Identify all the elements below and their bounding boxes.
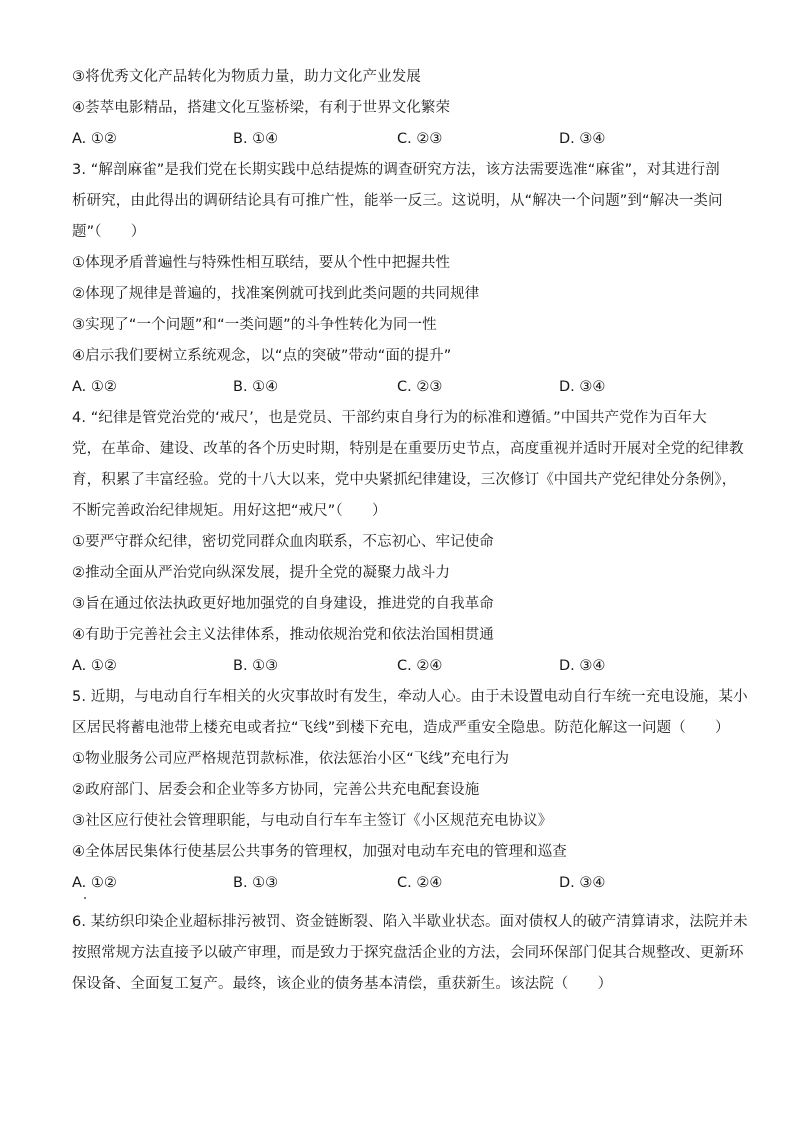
question-3-stem-line: 析研究，由此得出的调研结论具有可推广性，能举一反三。这说明，从“解决一个问题”到“解决一类问 <box>72 193 723 209</box>
option-b[interactable]: B. ①④ <box>233 131 279 147</box>
question-2-items <box>72 62 732 124</box>
question-3-item-4: ④启示我们要树立系统观念，以“点的突破”带动“面的提升” <box>72 348 452 364</box>
question-4-stem-line: 育，积累了丰富经验。党的十八大以来，党中央紧抓纪律建设，三次修订《中国共产党纪律处分条例》， <box>72 472 737 488</box>
question-3-stem-line: 题”（ ） <box>72 224 146 240</box>
question-2-item-3: ③将优秀文化产品转化为物质力量，助力文化产业发展 <box>72 69 421 85</box>
question-4-item-2: ②推动全面从严治党向纵深发展，提升全党的凝聚力战斗力 <box>72 565 451 581</box>
question-3-stem-line: 3. “解剖麻雀”是我们党在长期实践中总结提炼的调查研究方法，该方法需要选准“麻雀”，对其进行剖 <box>72 162 720 178</box>
question-5-items <box>72 744 732 868</box>
question-6-stem-line: 保设备、全面复工复产。最终，该企业的债务基本清偿，重获新生。该法院（ ） <box>72 976 613 992</box>
question-4-stem-line: 不断完善政治纪律规矩。用好这把“戒尺”（ ） <box>72 503 387 519</box>
option-c[interactable]: C. ②③ <box>397 379 443 395</box>
option-a[interactable]: A. ①② <box>72 875 117 891</box>
question-6-stem <box>72 907 748 1000</box>
question-4-item-4: ④有助于完善社会主义法律体系，推动依规治党和依法治国相贯通 <box>72 627 494 643</box>
question-5-item-3: ③社区应行使社会管理职能，与电动自行车车主签订《小区规范充电协议》 <box>72 813 553 829</box>
option-b[interactable]: B. ①④ <box>233 379 279 395</box>
option-a[interactable]: A. ①② <box>72 379 117 395</box>
question-2-options <box>72 124 732 155</box>
question-2-item-4: ④荟萃电影精品，搭建文化互鉴桥梁，有利于世界文化繁荣 <box>72 100 451 116</box>
option-c[interactable]: C. ②④ <box>397 658 443 674</box>
question-5-stem <box>72 682 748 744</box>
exam-page <box>72 62 748 1000</box>
question-4-stem <box>72 403 744 527</box>
question-3-options <box>72 372 732 403</box>
question-4-stem-line: 党，在革命、建设、改革的各个历史时期，特别是在重要历史节点，高度重视并适时开展对全党的纪律教 <box>72 441 744 457</box>
option-b[interactable]: B. ①③ <box>233 875 279 891</box>
question-6-stem-line: 6. 某纺织印染企业超标排污被罚、资金链断裂、陷入半歇业状态。面对债权人的破产清算请求，法院并未 <box>72 914 748 930</box>
spacer <box>72 899 732 907</box>
option-d[interactable]: D. ③④ <box>559 131 606 147</box>
question-3-stem <box>72 155 732 248</box>
question-3-item-3: ③实现了“一个问题”和“一类问题”的斗争性转化为同一性 <box>72 317 437 333</box>
option-a[interactable]: A. ①② <box>72 658 117 674</box>
option-c[interactable]: C. ②③ <box>397 131 443 147</box>
question-4-items <box>72 527 732 651</box>
question-4-stem-line: 4. “纪律是管党治党的‘戒尺’，也是党员、干部约束自身行为的标准和遵循。”中国共产党作为百年大 <box>72 410 707 426</box>
stray-mark <box>84 897 86 899</box>
question-3-item-1: ①体现矛盾普遍性与特殊性相互联结，要从个性中把握共性 <box>72 255 451 271</box>
question-4-options <box>72 651 732 682</box>
question-4-item-1: ①要严守群众纪律，密切党同群众血肉联系，不忘初心、牢记使命 <box>72 534 494 550</box>
question-3-items <box>72 248 732 372</box>
option-d[interactable]: D. ③④ <box>559 875 606 891</box>
option-d[interactable]: D. ③④ <box>559 379 606 395</box>
question-4-item-3: ③旨在通过依法执政更好地加强党的自身建设，推进党的自我革命 <box>72 596 494 612</box>
question-6-stem-line: 按照常规方法直接予以破产审理，而是致力于探究盘活企业的方法，会同环保部门促其合规整改、更新环 <box>72 945 744 961</box>
question-5-item-4: ④全体居民集体行使基层公共事务的管理权，加强对电动车充电的管理和巡查 <box>72 844 567 860</box>
option-a[interactable]: A. ①② <box>72 131 117 147</box>
question-5-options <box>72 868 732 899</box>
question-5-item-1: ①物业服务公司应严格规范罚款标准，依法惩治小区“飞线”充电行为 <box>72 751 510 767</box>
question-5-item-2: ②政府部门、居委会和企业等多方协同，完善公共充电配套设施 <box>72 782 480 798</box>
option-d[interactable]: D. ③④ <box>559 658 606 674</box>
option-c[interactable]: C. ②④ <box>397 875 443 891</box>
option-b[interactable]: B. ①③ <box>233 658 279 674</box>
question-5-stem-line: 5. 近期，与电动自行车相关的火灾事故时有发生，牵动人心。由于未设置电动自行车统一充电设施，某小 <box>72 689 748 705</box>
question-3-item-2: ②体现了规律是普遍的，找准案例就可找到此类问题的共同规律 <box>72 286 480 302</box>
question-5-stem-line: 区居民将蓄电池带上楼充电或者拉“飞线”到楼下充电，造成严重安全隐患。防范化解这一问题（ ） <box>72 720 730 736</box>
